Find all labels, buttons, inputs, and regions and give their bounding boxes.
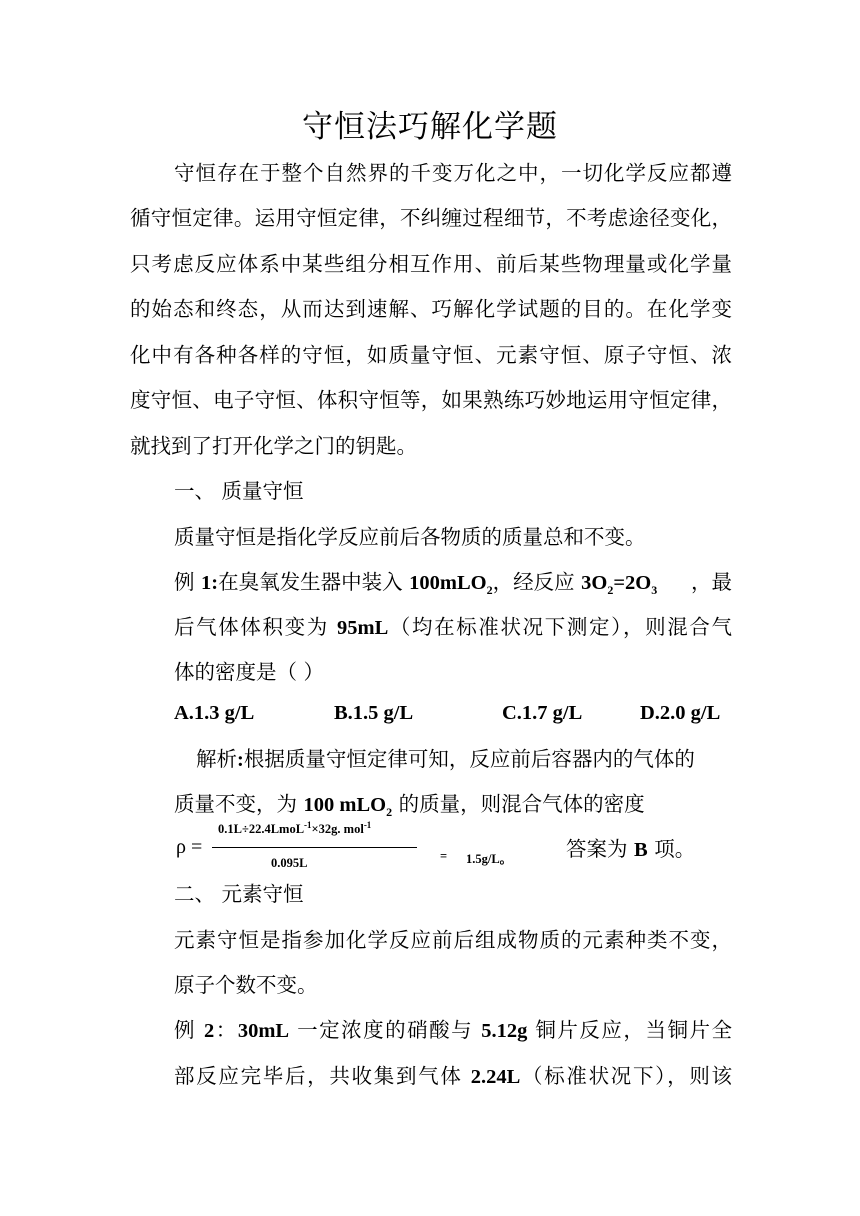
- fraction-bar: [212, 847, 417, 848]
- intro-line-3: 只考虑反应体系中某些组分相互作用、前后某些物理量或化学量: [130, 252, 732, 276]
- option-a: A.1.3 g/L: [174, 702, 255, 724]
- section-2-definition-line-2: 原子个数不变。: [174, 973, 318, 997]
- section-2-definition-line-1: 元素守恒是指参加化学反应前后组成物质的元素种类不变，: [174, 928, 732, 952]
- section-1-heading: 一、 质量守恒: [174, 479, 304, 503]
- example-1-line-2: 后气体体积变为 95mL（均在标准状况下测定），则混合气: [174, 615, 732, 639]
- example-1-line-3: 体的密度是（ ）: [174, 660, 325, 684]
- analysis-line-1: 解析:根据质量守恒定律可知，反应前后容器内的气体的: [196, 747, 695, 771]
- option-b: B.1.5 g/L: [334, 702, 414, 724]
- intro-line-7: 就找到了打开化学之门的钥匙。: [130, 434, 417, 458]
- intro-line-6: 度守恒、电子守恒、体积守恒等，如果熟练巧妙地运用守恒定律，: [130, 388, 732, 412]
- analysis-line-2: 质量不变，为 100 mLO$_2$ 的质量，则混合气体的密度: [174, 792, 645, 820]
- intro-line-2: 循守恒定律。运用守恒定律，不纠缠过程细节，不考虑途径变化，: [130, 206, 732, 230]
- formula-denominator: 0.095L: [271, 856, 308, 870]
- section-2-heading: 二、 元素守恒: [174, 882, 304, 906]
- intro-line-1: 守恒存在于整个自然界的千变万化之中，一切化学反应都遵: [174, 161, 732, 185]
- formula-numerator: 0.1L÷22.4LmoL$^{-1}$×32g. mol$^{-1}$: [218, 819, 372, 836]
- intro-line-5: 化中有各种各样的守恒，如质量守恒、元素守恒、原子守恒、浓: [130, 343, 732, 367]
- rho-symbol: ρ =: [176, 836, 203, 858]
- formula-equals: =: [440, 849, 448, 863]
- formula-result: 1.5g/L。: [466, 852, 513, 866]
- page-title: 守恒法巧解化学题: [302, 109, 558, 145]
- example-1-line-1: 例 1:在臭氧发生器中装入 100mLO$_2$，经反应 $3O_2=2O_3$ ，最: [174, 570, 732, 598]
- option-d: D.2.0 g/L: [640, 702, 721, 724]
- intro-line-4: 的始态和终态，从而达到速解、巧解化学试题的目的。在化学变: [130, 297, 732, 321]
- option-c: C.1.7 g/L: [502, 702, 583, 724]
- section-1-definition: 质量守恒是指化学反应前后各物质的质量总和不变。: [174, 525, 646, 549]
- answer-text: 答案为 B 项。: [566, 837, 696, 861]
- example-2-line-1: 例 2：30mL 一定浓度的硝酸与 5.12g 铜片反应，当铜片全: [174, 1018, 732, 1042]
- example-2-line-2: 部反应完毕后，共收集到气体 2.24L（标准状况下），则该: [174, 1064, 733, 1088]
